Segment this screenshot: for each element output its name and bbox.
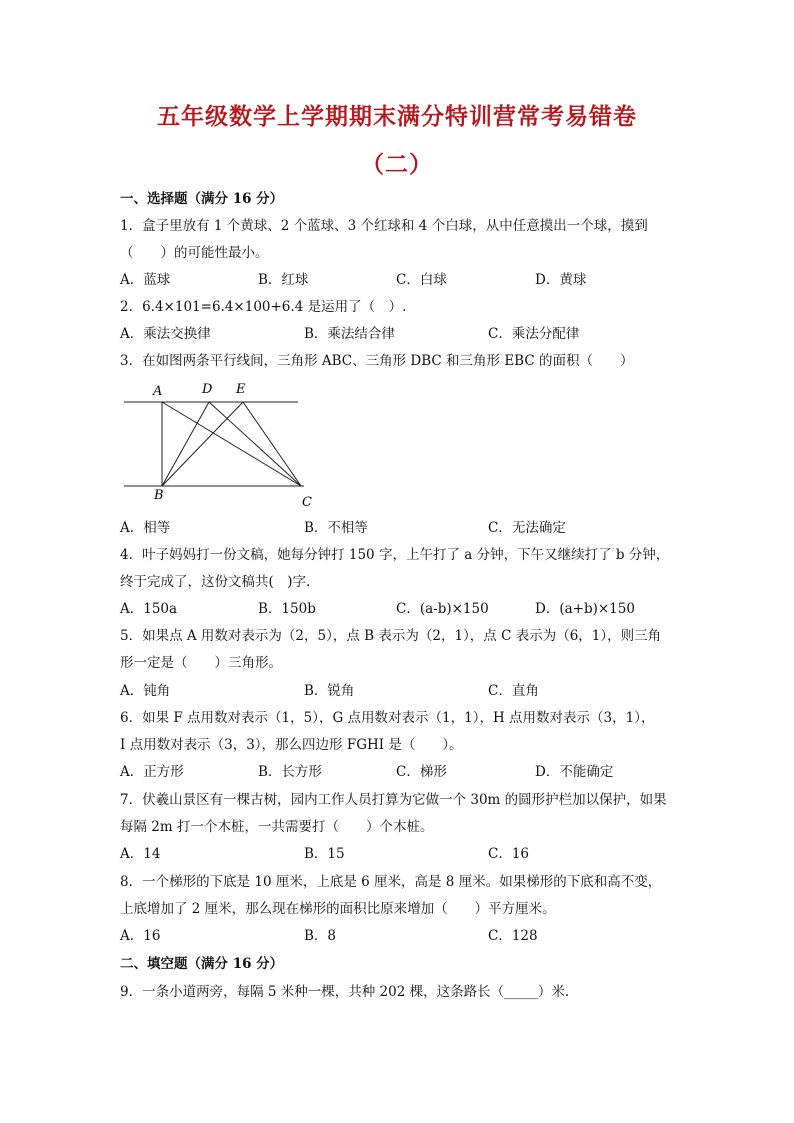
q6-option-b[interactable]: B．长方形 — [258, 764, 322, 780]
label-e: E — [236, 382, 246, 397]
q6-option-d[interactable]: D．不能确定 — [535, 764, 614, 780]
q1-option-c[interactable]: C．白球 — [396, 272, 447, 288]
page-title: 五年级数学上学期期末满分特训营常考易错卷 — [157, 103, 637, 130]
q4-option-b[interactable]: B．150b — [258, 601, 316, 617]
q3-option-a[interactable]: A．相等 — [120, 520, 171, 536]
question-4-line-2: 终于完成了，这份文稿共( )字. — [120, 574, 311, 590]
q3-option-b[interactable]: B．不相等 — [304, 520, 368, 536]
question-7-line-1: 7．伏羲山景区有一棵古树，园内工作人员打算为它做一个 30m 的圆形护栏加以保护，如果 — [120, 792, 667, 808]
q1-option-d[interactable]: D．黄球 — [535, 272, 587, 288]
section-heading-fill: 二、填空题（满分 16 分） — [120, 956, 284, 972]
q6-option-a[interactable]: A．正方形 — [120, 764, 184, 780]
q8-option-c[interactable]: C．128 — [488, 928, 538, 944]
q4-option-a[interactable]: A．150a — [120, 601, 178, 617]
question-7-line-2: 每隔 2m 打一个木桩，一共需要打（ ）个木桩。 — [120, 819, 434, 835]
q7-option-c[interactable]: C．16 — [488, 846, 530, 862]
question-4-line-1: 4．叶子妈妈打一份文稿，她每分钟打 150 字，上午打了 a 分钟，下午又继续打了 b 分钟， — [120, 547, 670, 563]
question-6-line-1: 6．如果 F 点用数对表示（1，5），G 点用数对表示（1，1），H 点用数对表示（3，1）， — [120, 710, 655, 726]
q2-option-c[interactable]: C．乘法分配律 — [488, 326, 580, 342]
q8-option-b[interactable]: B．8 — [304, 928, 337, 944]
parallel-lines-figure — [118, 376, 318, 514]
question-2-line-1: 2．6.4×101=6.4×100+6.4 是运用了（ ）. — [120, 299, 407, 315]
page-subtitle: （二） — [361, 151, 433, 178]
q5-option-b[interactable]: B．锐角 — [304, 683, 355, 699]
q4-option-c[interactable]: C．(a-b)×150 — [396, 601, 489, 617]
question-5-line-1: 5．如果点 A 用数对表示为（2，5），点 B 表示为（2，1），点 C 表示为（6，1），则三角 — [120, 628, 662, 644]
label-b: B — [154, 488, 164, 503]
label-c: C — [302, 495, 312, 510]
question-6-line-2: I 点用数对表示（3，3），那么四边形 FGHI 是（ ）。 — [120, 737, 463, 753]
label-d: D — [202, 382, 213, 397]
q1-option-a[interactable]: A．蓝球 — [120, 272, 171, 288]
question-8-line-2: 上底增加了 2 厘米，那么现在梯形的面积比原来增加（ ）平方厘米。 — [120, 901, 556, 917]
section-heading-choice: 一、选择题（满分 16 分） — [120, 191, 284, 207]
q7-option-b[interactable]: B．15 — [304, 846, 345, 862]
q2-option-a[interactable]: A．乘法交换律 — [120, 326, 211, 342]
q5-option-c[interactable]: C．直角 — [488, 683, 539, 699]
question-9-line-1: 9．一条小道两旁，每隔 5 米种一棵，共种 202 棵，这条路长（_____）米. — [120, 984, 570, 1000]
q3-option-c[interactable]: C．无法确定 — [488, 520, 566, 536]
q1-option-b[interactable]: B．红球 — [258, 272, 309, 288]
question-5-line-2: 形一定是（ ）三角形。 — [120, 655, 282, 671]
segment-ec — [243, 402, 301, 486]
question-1-line-2: （ ）的可能性最小。 — [120, 245, 269, 261]
q5-option-a[interactable]: A．钝角 — [120, 683, 171, 699]
label-a: A — [153, 384, 163, 399]
q2-option-b[interactable]: B．乘法结合律 — [304, 326, 395, 342]
segment-dc — [209, 402, 301, 486]
question-3-line-1: 3．在如图两条平行线间，三角形 ABC、三角形 DBC 和三角形 EBC 的面积（ ） — [120, 353, 634, 369]
q8-option-a[interactable]: A．16 — [120, 928, 161, 944]
q7-option-a[interactable]: A．14 — [120, 846, 161, 862]
q6-option-c[interactable]: C．梯形 — [396, 764, 447, 780]
question-1-line-1: 1．盒子里放有 1 个黄球、2 个蓝球、3 个红球和 4 个白球，从中任意摸出一个球，摸到 — [120, 218, 648, 234]
q4-option-d[interactable]: D．(a+b)×150 — [535, 601, 635, 617]
question-8-line-1: 8．一个梯形的下底是 10 厘米，上底是 6 厘米，高是 8 厘米。如果梯形的下底和高不变， — [120, 874, 662, 890]
